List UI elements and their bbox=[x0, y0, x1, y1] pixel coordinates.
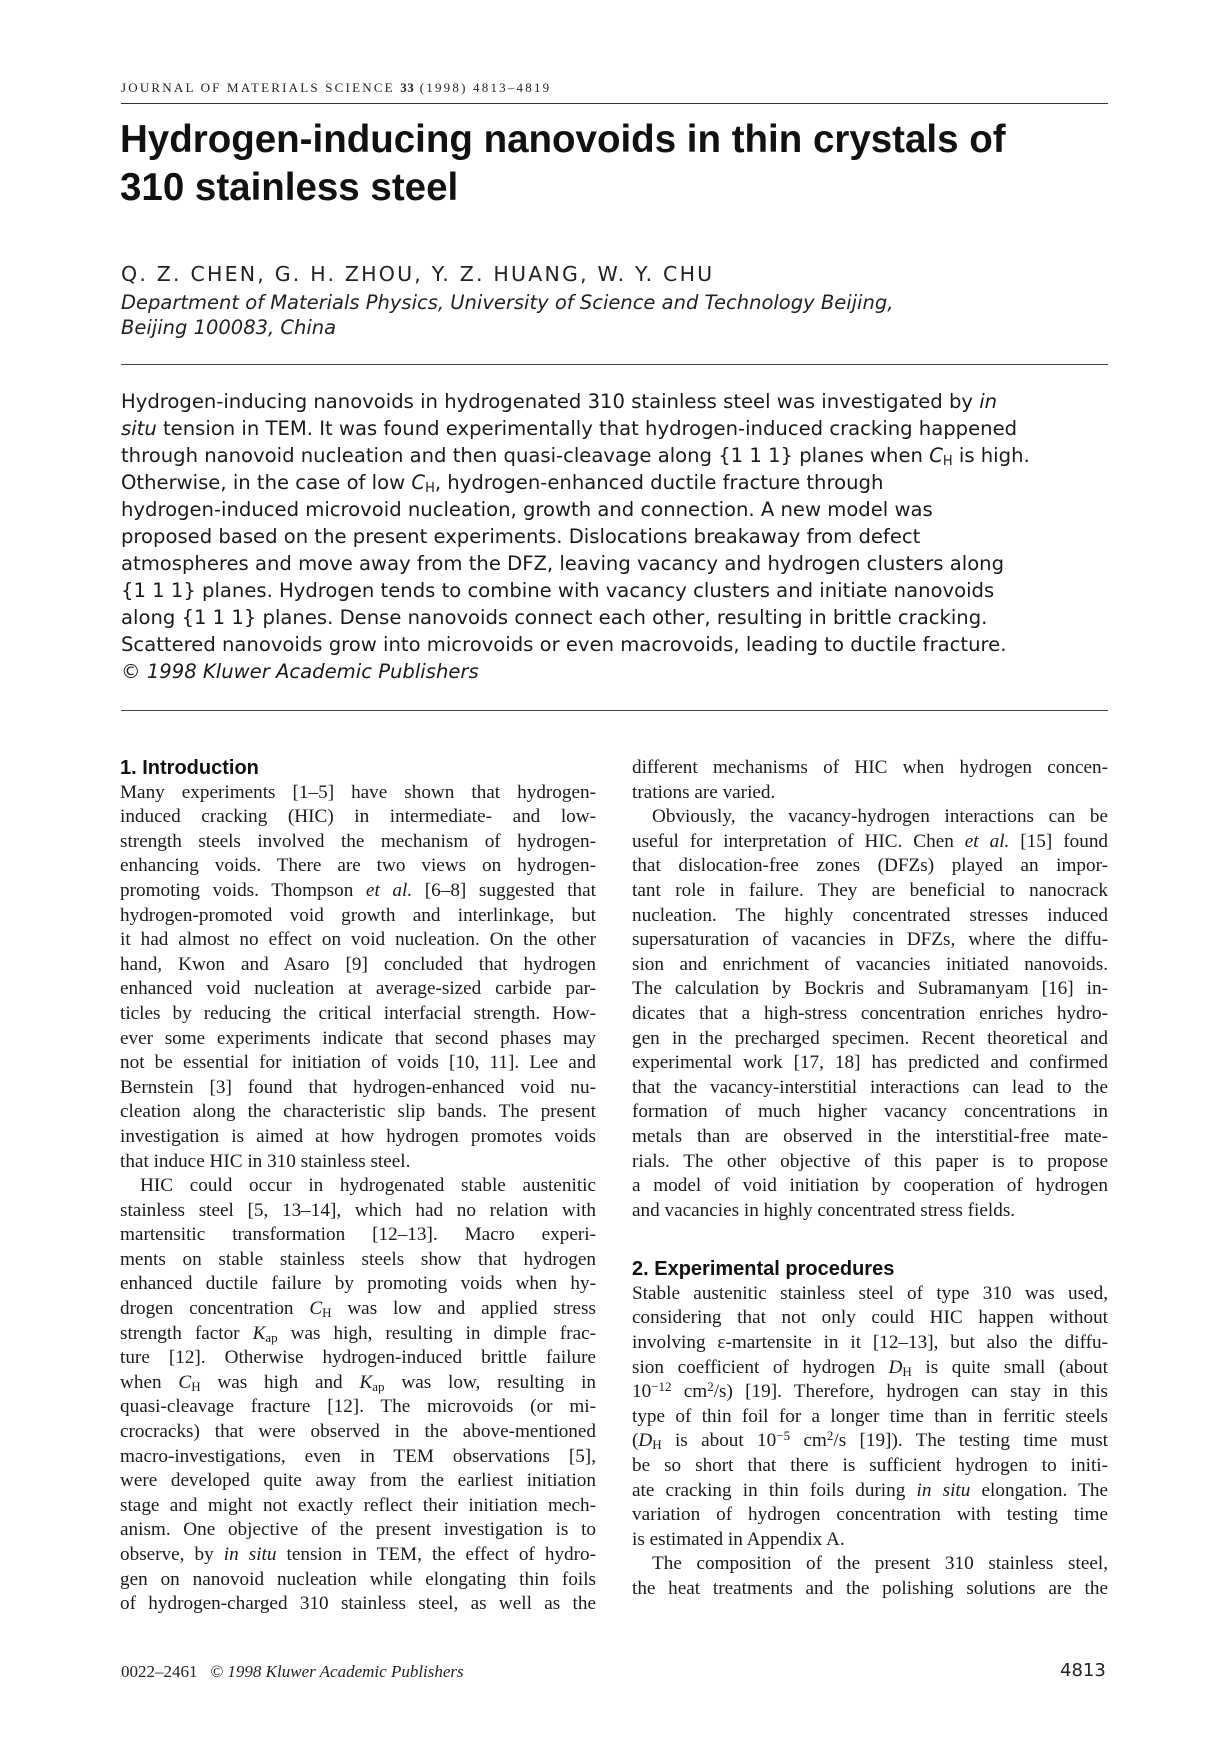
abstract-line: Scattered nanovoids grow into microvoids or even macrovoids, leading to ductile fracture. bbox=[121, 633, 1007, 656]
journal-volume: 33 bbox=[400, 80, 415, 95]
affiliation-line-2: Beijing 100083, China bbox=[121, 316, 337, 339]
abstract-line: through nanovoid nucleation and then quasi-cleavage along {1 1 1} planes when $C_H$ is high. bbox=[121, 444, 1030, 469]
text-line: stainless steel [5, 13–14], which had no relation with bbox=[120, 1199, 596, 1221]
abstract-line: situ tension in TEM. It was found experimentally that hydrogen-induced cracking happened bbox=[121, 417, 1018, 440]
text-line: gen in the precharged specimen. Recent theoretical and bbox=[632, 1027, 1108, 1049]
text-line: sion coefficient of hydrogen $D_H$ is quite small (about bbox=[632, 1356, 1108, 1379]
text-line: stage and might not exactly reflect their initiation mech- bbox=[120, 1494, 596, 1516]
affiliation-line-1: Department of Materials Physics, University of Science and Technology Beijing, bbox=[121, 291, 894, 314]
right-column bbox=[632, 756, 1108, 1602]
text-line: promoting voids. Thompson et al. [6–8] suggested that bbox=[120, 879, 596, 901]
introduction-continued bbox=[632, 756, 1108, 1223]
text-line: ($D_H$ is about $10^{-5}$ $cm^2/s$ [19]). The testing time must bbox=[632, 1428, 1108, 1453]
text-line: enhancing voids. There are two views on hydrogen- bbox=[120, 855, 596, 877]
journal-name: JOURNAL OF MATERIALS SCIENCE bbox=[121, 80, 395, 95]
header-rule bbox=[121, 103, 1108, 104]
abstract-line: Hydrogen-inducing nanovoids in hydrogenated 310 stainless steel was investigated by in bbox=[121, 390, 998, 413]
text-line: gen on nanovoid nucleation while elongating thin foils bbox=[120, 1568, 596, 1590]
text-line: be so short that there is sufficient hydrogen to initi- bbox=[632, 1455, 1108, 1477]
author-list: Q. Z. CHEN, G. H. ZHOU, Y. Z. HUANG, W. Y. CHU bbox=[121, 262, 715, 286]
text-line: useful for interpretation of HIC. Chen et al. [15] found bbox=[632, 830, 1109, 852]
text-line: anism. One objective of the present investigation is to bbox=[120, 1519, 596, 1541]
text-line: were developed quite away from the earliest initiation bbox=[120, 1470, 596, 1492]
text-line: nucleation. The highly concentrated stresses induced bbox=[632, 904, 1108, 926]
running-head bbox=[121, 80, 551, 96]
text-line: and vacancies in highly concentrated stress fields. bbox=[632, 1199, 1016, 1221]
text-line: supersaturation of vacancies in DFZs, where the diffu- bbox=[632, 929, 1108, 951]
page-number: 4813 bbox=[1060, 1660, 1106, 1681]
text-line: of hydrogen-charged 310 stainless steel, as well as the bbox=[120, 1593, 596, 1615]
abstract bbox=[121, 388, 1111, 685]
text-line: Stable austenitic stainless steel of type 310 was used, bbox=[632, 1282, 1108, 1304]
text-line: trations are varied. bbox=[632, 781, 776, 803]
text-line: different mechanisms of HIC when hydrogen concen- bbox=[632, 757, 1108, 778]
text-line: macro-investigations, even in TEM observations [5], bbox=[120, 1445, 596, 1467]
text-line: martensitic transformation [12–13]. Macro experi- bbox=[120, 1224, 596, 1246]
text-line: $10^{-12}$ $cm^2/s$) [19]. Therefore, hydrogen can stay in this bbox=[632, 1379, 1108, 1403]
text-line: ticles by reducing the critical interfacial strength. How- bbox=[120, 1002, 596, 1024]
text-line: formation of much higher vacancy concentrations in bbox=[632, 1101, 1108, 1123]
text-line: investigation is aimed at how hydrogen promotes voids bbox=[120, 1125, 596, 1147]
text-line: metals than are observed in the interstitial-free mate- bbox=[632, 1125, 1108, 1147]
text-line: strength steels involved the mechanism of hydrogen- bbox=[120, 830, 596, 852]
text-line: hydrogen-promoted void growth and interlinkage, but bbox=[120, 904, 596, 926]
abstract-line: along {1 1 1} planes. Dense nanovoids connect each other, resulting in brittle cracking. bbox=[121, 606, 988, 629]
text-line: the heat treatments and the polishing solutions are the bbox=[632, 1578, 1108, 1599]
text-line: sion and enrichment of vacancies initiated nanovoids. bbox=[632, 953, 1108, 975]
text-line: induced cracking (HIC) in intermediate- and low- bbox=[120, 806, 596, 828]
text-line: not be essential for initiation of voids [10, 11]. Lee and bbox=[120, 1052, 596, 1074]
text-line: hand, Kwon and Asaro [9] concluded that hydrogen bbox=[120, 953, 596, 975]
text-line: Obviously, the vacancy-hydrogen interactions can be bbox=[652, 806, 1108, 828]
text-line: ever some experiments indicate that second phases may bbox=[120, 1027, 596, 1049]
text-line: experimental work [17, 18] has predicted and confirmed bbox=[632, 1052, 1108, 1074]
text-line: HIC could occur in hydrogenated stable austenitic bbox=[140, 1175, 596, 1197]
text-line: involving ε-martensite in it [12–13], but also the diffu- bbox=[632, 1332, 1108, 1354]
text-line: ments on stable stainless steels show that hydrogen bbox=[120, 1248, 596, 1270]
text-line: The composition of the present 310 stainless steel, bbox=[652, 1553, 1108, 1575]
text-line: ture [12]. Otherwise hydrogen-induced brittle failure bbox=[120, 1347, 596, 1369]
text-line: a model of void initiation by cooperation of hydrogen bbox=[632, 1175, 1108, 1197]
issn: 0022–2461 bbox=[121, 1662, 198, 1681]
text-line: that induce HIC in 310 stainless steel. bbox=[120, 1150, 411, 1172]
footer-issn-copyright bbox=[121, 1662, 464, 1682]
footer-copyright: © 1998 Kluwer Academic Publishers bbox=[210, 1662, 464, 1681]
abstract-copyright: © 1998 Kluwer Academic Publishers bbox=[121, 660, 479, 683]
text-line: drogen concentration $C_H$ was low and applied stress bbox=[120, 1298, 596, 1321]
abstract-bottom-rule bbox=[121, 710, 1108, 711]
text-line: crocracks) that were observed in the above-mentioned bbox=[120, 1421, 596, 1443]
text-line: Bernstein [3] found that hydrogen-enhanced void nu- bbox=[120, 1076, 596, 1098]
paper-title bbox=[120, 116, 1100, 212]
text-line: that dislocation-free zones (DFZs) played an impor- bbox=[632, 855, 1108, 877]
title-line-1: Hydrogen-inducing nanovoids in thin crystals of bbox=[120, 118, 1006, 161]
abstract-line: {1 1 1} planes. Hydrogen tends to combine with vacancy clusters and initiate nanovoids bbox=[121, 579, 995, 602]
text-line: that the vacancy-interstitial interactions can lead to the bbox=[632, 1076, 1108, 1098]
introduction-body bbox=[120, 781, 596, 1617]
text-line: The calculation by Bockris and Subramanyam [16] in- bbox=[632, 978, 1108, 1000]
section-heading-introduction: 1. Introduction bbox=[120, 757, 259, 779]
section-heading-experimental: 2. Experimental procedures bbox=[632, 1258, 895, 1281]
text-line: strength factor $K_{ap}$ was high, resulting in dimple frac- bbox=[120, 1322, 596, 1345]
text-line: rials. The other objective of this paper is to propose bbox=[632, 1150, 1108, 1172]
text-line: cleation along the characteristic slip bands. The present bbox=[120, 1101, 596, 1123]
abstract-top-rule bbox=[121, 364, 1108, 365]
text-line: when $C_H$ was high and $K_{ap}$ was low, resulting in bbox=[120, 1371, 597, 1394]
experimental-body bbox=[632, 1282, 1108, 1602]
abstract-line: Otherwise, in the case of low $C_H$, hydrogen-enhanced ductile fracture through bbox=[121, 471, 884, 496]
journal-year-pages: (1998) 4813–4819 bbox=[419, 80, 552, 95]
abstract-line: proposed based on the present experiments. Dislocations breakaway from defect bbox=[121, 525, 921, 548]
title-line-2: 310 stainless steel bbox=[120, 166, 459, 209]
text-line: is estimated in Appendix A. bbox=[632, 1528, 845, 1550]
text-line: tant role in failure. They are beneficial to nanocrack bbox=[632, 879, 1108, 901]
text-line: observe, by in situ tension in TEM, the effect of hydro- bbox=[120, 1544, 597, 1565]
text-line: it had almost no effect on void nucleation. On the other bbox=[120, 929, 596, 951]
text-line: Many experiments [1–5] have shown that hydrogen- bbox=[120, 781, 596, 803]
text-line: considering that not only could HIC happen without bbox=[632, 1307, 1108, 1329]
left-column bbox=[120, 756, 596, 1617]
text-line: dicates that a high-stress concentration enriches hydro- bbox=[632, 1002, 1108, 1024]
affiliation bbox=[121, 290, 1081, 340]
text-line: variation of hydrogen concentration with testing time bbox=[632, 1504, 1108, 1526]
text-line: quasi-cleavage fracture [12]. The microvoids (or mi- bbox=[120, 1396, 596, 1418]
abstract-line: hydrogen-induced microvoid nucleation, growth and connection. A new model was bbox=[121, 498, 933, 521]
abstract-line: atmospheres and move away from the DFZ, leaving vacancy and hydrogen clusters along bbox=[121, 552, 1005, 575]
text-line: type of thin foil for a longer time than in ferritic steels bbox=[632, 1405, 1108, 1427]
text-line: enhanced void nucleation at average-sized carbide par- bbox=[120, 978, 596, 1000]
text-line: ate cracking in thin foils during in situ elongation. The bbox=[632, 1479, 1108, 1501]
text-line: enhanced ductile failure by promoting voids when hy- bbox=[120, 1273, 596, 1295]
